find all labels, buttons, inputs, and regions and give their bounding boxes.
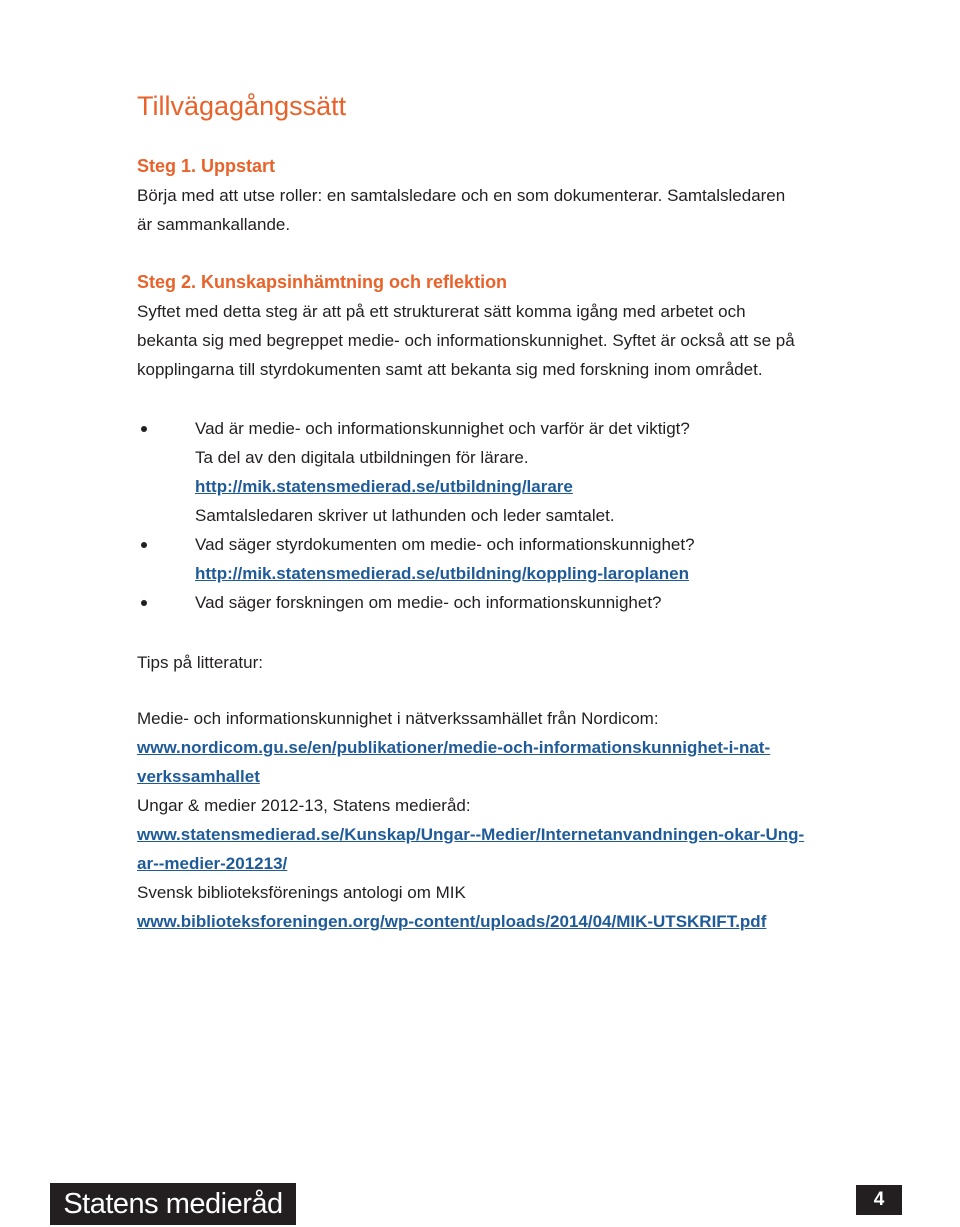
- reference-title: Ungar & medier 2012-13, Statens medieråd:: [137, 796, 471, 815]
- step-1-heading: Steg 1. Uppstart: [137, 156, 276, 176]
- page-title: Tillvägagångssätt: [137, 91, 347, 121]
- step-1-section: [137, 152, 837, 239]
- reference-title: Medie- och informationskunnighet i nätverkssamhället från Nordicom:: [137, 709, 659, 728]
- list-item-detail: [137, 501, 857, 530]
- question-list: [137, 414, 857, 617]
- step-2-section: [137, 268, 837, 384]
- step-2-text-line: kopplingarna till styrdokumenten samt att bekanta sig med forskning inom området.: [137, 360, 763, 379]
- instruction-text: Ta del av den digitala utbildningen för lärare.: [195, 448, 529, 467]
- question-text: Vad är medie- och informationskunnighet och varför är det viktigt?: [195, 419, 690, 438]
- tips-heading: Tips på litteratur:: [137, 653, 263, 672]
- mik-utbildning-link[interactable]: http://mik.statensmedierad.se/utbildning/larare: [195, 477, 573, 496]
- reference-title: Svensk biblioteksförenings antologi om MIK: [137, 883, 466, 902]
- page-number: 4: [856, 1185, 902, 1215]
- instruction-text: Samtalsledaren skriver ut lathunden och leder samtalet.: [195, 506, 615, 525]
- question-text: Vad säger styrdokumenten om medie- och informationskunnighet?: [195, 535, 695, 554]
- nordicom-link[interactable]: www.nordicom.gu.se/en/publikationer/medie-och-informationskunnighet-i-nat-: [137, 738, 771, 757]
- bullet-icon: [141, 426, 147, 432]
- list-item-detail: [137, 443, 857, 472]
- bullet-icon: [141, 600, 147, 606]
- list-item: [137, 414, 857, 443]
- biblioteksforeningen-link[interactable]: www.biblioteksforeningen.org/wp-content/uploads/2014/04/MIK-UTSKRIFT.pdf: [137, 912, 767, 931]
- list-item: [137, 530, 857, 559]
- statens-medierad-logo: Statens medieråd: [50, 1183, 296, 1225]
- bullet-icon: [141, 542, 147, 548]
- step-2-text-line: bekanta sig med begreppet medie- och informationskunnighet. Syftet är också att se på: [137, 331, 795, 350]
- step-1-text-line: är sammankallande.: [137, 215, 291, 234]
- step-2-text-line: Syftet med detta steg är att på ett strukturerat sätt komma igång med arbetet och: [137, 302, 746, 321]
- statensmedierad-link[interactable]: www.statensmedierad.se/Kunskap/Ungar--Medier/Internetanvandningen-okar-Ung-: [137, 825, 805, 844]
- list-item: [137, 588, 857, 617]
- list-item-link: [137, 559, 857, 588]
- statensmedierad-link-continued[interactable]: ar--medier-201213/: [137, 854, 288, 873]
- step-1-text-line: Börja med att utse roller: en samtalsledare och en som dokumenterar. Samtalsledaren: [137, 186, 786, 205]
- reference-list: [137, 704, 837, 936]
- question-text: Vad säger forskningen om medie- och informationskunnighet?: [195, 593, 662, 612]
- step-2-heading: Steg 2. Kunskapsinhämtning och reflektion: [137, 272, 508, 292]
- list-item-link: [137, 472, 857, 501]
- nordicom-link-continued[interactable]: verkssamhallet: [137, 767, 260, 786]
- mik-koppling-link[interactable]: http://mik.statensmedierad.se/utbildning/koppling-laroplanen: [195, 564, 689, 583]
